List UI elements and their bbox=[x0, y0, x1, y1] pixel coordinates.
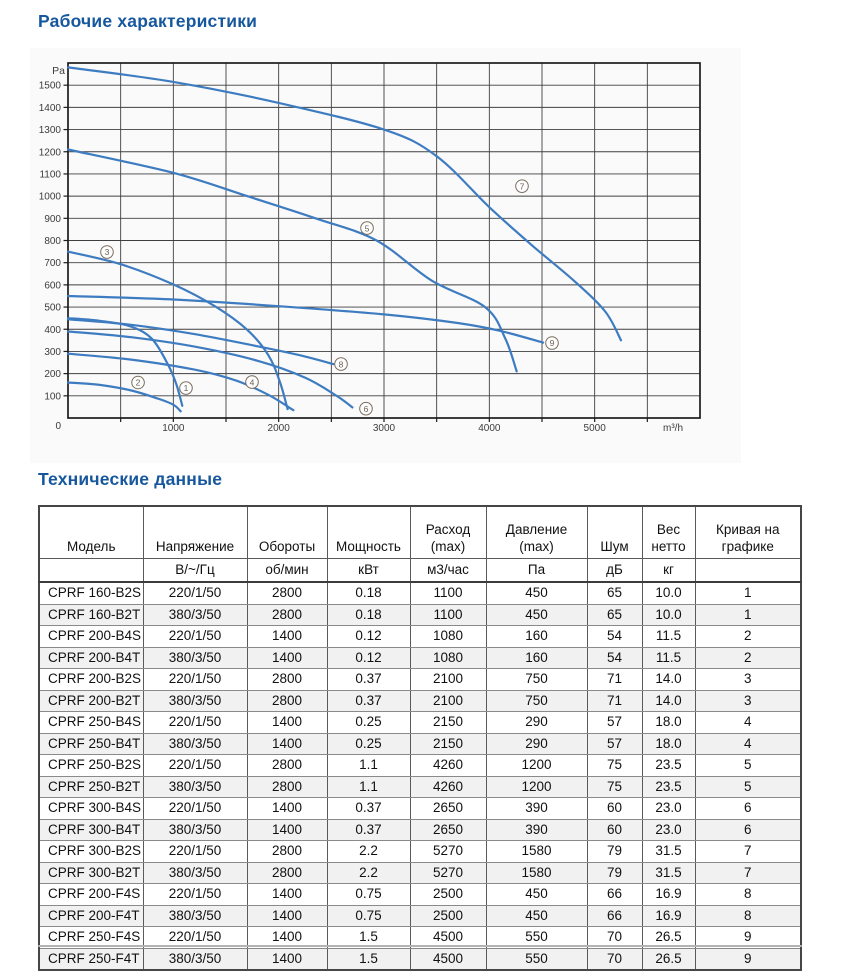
table-cell: 0.25 bbox=[327, 733, 410, 755]
table-cell: 2.2 bbox=[327, 841, 410, 863]
curve-label-number-4: 4 bbox=[249, 377, 255, 388]
table-cell: 31.5 bbox=[642, 841, 695, 863]
column-header-3: Мощность bbox=[327, 506, 410, 559]
table-cell: 2150 bbox=[410, 733, 486, 755]
table-cell: 380/3/50 bbox=[143, 862, 247, 884]
table-cell: 1100 bbox=[410, 604, 486, 626]
table-cell: 2100 bbox=[410, 690, 486, 712]
table-cell: 9 bbox=[695, 927, 801, 949]
column-unit-0 bbox=[39, 559, 143, 583]
table-row bbox=[39, 948, 801, 970]
table-cell: 8 bbox=[695, 905, 801, 927]
table-row bbox=[39, 690, 801, 712]
table-cell: 1400 bbox=[247, 647, 327, 669]
table-cell: 75 bbox=[587, 776, 642, 798]
table-cell: CPRF 300-B2T bbox=[39, 862, 143, 884]
curve-label-number-9: 9 bbox=[549, 338, 555, 349]
table-body bbox=[39, 582, 801, 970]
table-cell: 750 bbox=[486, 690, 587, 712]
table-cell: 16.9 bbox=[642, 884, 695, 906]
table-cell: 4 bbox=[695, 733, 801, 755]
table-cell: 380/3/50 bbox=[143, 819, 247, 841]
table-cell: 2500 bbox=[410, 905, 486, 927]
table-cell: 2800 bbox=[247, 690, 327, 712]
table-cell: 2500 bbox=[410, 884, 486, 906]
column-header-5: Давление (max) bbox=[486, 506, 587, 559]
table-row bbox=[39, 841, 801, 863]
table-cell: 5 bbox=[695, 776, 801, 798]
table-cell: 2800 bbox=[247, 862, 327, 884]
header-units-row bbox=[39, 559, 801, 583]
table-cell: 550 bbox=[486, 948, 587, 970]
table-cell: 0.37 bbox=[327, 798, 410, 820]
curve-label-number-3: 3 bbox=[104, 247, 110, 258]
table-cell: 5270 bbox=[410, 841, 486, 863]
column-header-6: Шум bbox=[587, 506, 642, 559]
table-row bbox=[39, 819, 801, 841]
table-cell: 1400 bbox=[247, 884, 327, 906]
table-row bbox=[39, 884, 801, 906]
table-cell: 60 bbox=[587, 819, 642, 841]
table-cell: 75 bbox=[587, 755, 642, 777]
table-cell: 70 bbox=[587, 948, 642, 970]
bottom-divider bbox=[38, 945, 802, 947]
table-cell: 7 bbox=[695, 841, 801, 863]
table-cell: CPRF 250-F4T bbox=[39, 948, 143, 970]
y-tick-label: 300 bbox=[44, 346, 61, 358]
table-cell: 1400 bbox=[247, 798, 327, 820]
table-cell: 70 bbox=[587, 927, 642, 949]
table-cell: 220/1/50 bbox=[143, 927, 247, 949]
table-cell: 220/1/50 bbox=[143, 626, 247, 648]
table-cell: 380/3/50 bbox=[143, 776, 247, 798]
table-row bbox=[39, 733, 801, 755]
table-row bbox=[39, 776, 801, 798]
table-cell: CPRF 200-F4T bbox=[39, 905, 143, 927]
table-cell: 11.5 bbox=[642, 647, 695, 669]
table-cell: 1400 bbox=[247, 927, 327, 949]
table-cell: 390 bbox=[486, 819, 587, 841]
table-cell: 5270 bbox=[410, 862, 486, 884]
column-unit-7: кг bbox=[642, 559, 695, 583]
table-row bbox=[39, 712, 801, 734]
table-row bbox=[39, 626, 801, 648]
table-cell: 2150 bbox=[410, 712, 486, 734]
table-cell: 2.2 bbox=[327, 862, 410, 884]
table-cell: 0.18 bbox=[327, 582, 410, 604]
column-header-7: Вес нетто bbox=[642, 506, 695, 559]
table-cell: 380/3/50 bbox=[143, 948, 247, 970]
table-cell: 450 bbox=[486, 905, 587, 927]
y-tick-label: 1400 bbox=[38, 102, 61, 114]
column-header-2: Обороты bbox=[247, 506, 327, 559]
table-cell: 18.0 bbox=[642, 712, 695, 734]
table-cell: 23.0 bbox=[642, 819, 695, 841]
table-cell: 1080 bbox=[410, 647, 486, 669]
table-cell: 1100 bbox=[410, 582, 486, 604]
table-cell: CPRF 160-B2T bbox=[39, 604, 143, 626]
column-unit-4: м3/час bbox=[410, 559, 486, 583]
table-cell: CPRF 300-B4S bbox=[39, 798, 143, 820]
table-row bbox=[39, 905, 801, 927]
column-unit-3: кВт bbox=[327, 559, 410, 583]
table-cell: 3 bbox=[695, 669, 801, 691]
table-cell: 4 bbox=[695, 712, 801, 734]
header-title-row bbox=[39, 506, 801, 559]
table-cell: CPRF 200-F4S bbox=[39, 884, 143, 906]
table-cell: 23.0 bbox=[642, 798, 695, 820]
table-cell: 23.5 bbox=[642, 776, 695, 798]
table-cell: 4500 bbox=[410, 948, 486, 970]
curve-label-number-1: 1 bbox=[183, 383, 189, 394]
table-row bbox=[39, 604, 801, 626]
fan-curves-chart bbox=[0, 0, 843, 470]
y-tick-label: 1000 bbox=[38, 191, 61, 203]
table-cell: CPRF 200-B2T bbox=[39, 690, 143, 712]
table-cell: 10.0 bbox=[642, 582, 695, 604]
y-axis-unit: Pa bbox=[52, 65, 65, 77]
table-cell: 2650 bbox=[410, 798, 486, 820]
column-header-4: Расход (max) bbox=[410, 506, 486, 559]
table-cell: 1400 bbox=[247, 712, 327, 734]
table-cell: 220/1/50 bbox=[143, 798, 247, 820]
table-row bbox=[39, 755, 801, 777]
curve-label-number-2: 2 bbox=[135, 377, 141, 388]
table-cell: 66 bbox=[587, 905, 642, 927]
table-cell: 0.37 bbox=[327, 669, 410, 691]
table-cell: CPRF 200-B2S bbox=[39, 669, 143, 691]
curve-label-number-5: 5 bbox=[364, 223, 370, 234]
table-row bbox=[39, 647, 801, 669]
table-cell: 65 bbox=[587, 582, 642, 604]
table-cell: 380/3/50 bbox=[143, 690, 247, 712]
y-tick-label: 200 bbox=[44, 369, 61, 381]
x-tick-label: 3000 bbox=[372, 423, 396, 434]
table-cell: 57 bbox=[587, 733, 642, 755]
table-cell: CPRF 250-B2T bbox=[39, 776, 143, 798]
x-tick-label: 4000 bbox=[478, 423, 501, 434]
table-cell: 2800 bbox=[247, 776, 327, 798]
y-tick-label: 600 bbox=[44, 280, 61, 292]
table-cell: 23.5 bbox=[642, 755, 695, 777]
table-cell: 14.0 bbox=[642, 669, 695, 691]
table-cell: 1580 bbox=[486, 841, 587, 863]
table-cell: 0.12 bbox=[327, 647, 410, 669]
table-cell: 1 bbox=[695, 604, 801, 626]
table-cell: 160 bbox=[486, 626, 587, 648]
table-cell: 0.37 bbox=[327, 819, 410, 841]
table-cell: 4260 bbox=[410, 776, 486, 798]
table-cell: 380/3/50 bbox=[143, 733, 247, 755]
column-unit-2: об/мин bbox=[247, 559, 327, 583]
table-cell: 8 bbox=[695, 884, 801, 906]
table-cell: 57 bbox=[587, 712, 642, 734]
table-cell: 290 bbox=[486, 712, 587, 734]
x-axis-unit: m³/h bbox=[663, 423, 683, 434]
column-unit-8 bbox=[695, 559, 801, 583]
table-cell: 0.37 bbox=[327, 690, 410, 712]
table-cell: 4260 bbox=[410, 755, 486, 777]
technical-section-title: Технические данные bbox=[38, 469, 223, 489]
table-cell: 3 bbox=[695, 690, 801, 712]
table-cell: 7 bbox=[695, 862, 801, 884]
table-cell: 18.0 bbox=[642, 733, 695, 755]
table-cell: 1.5 bbox=[327, 927, 410, 949]
table-cell: 0.25 bbox=[327, 712, 410, 734]
y-tick-label: 800 bbox=[44, 236, 61, 247]
table-cell: CPRF 250-B4S bbox=[39, 712, 143, 734]
table-cell: 220/1/50 bbox=[143, 712, 247, 734]
table-cell: 71 bbox=[587, 669, 642, 691]
curve-label-number-7: 7 bbox=[519, 181, 525, 192]
table-cell: 750 bbox=[486, 669, 587, 691]
table-cell: 1400 bbox=[247, 626, 327, 648]
table-cell: 26.5 bbox=[642, 948, 695, 970]
table-cell: 2800 bbox=[247, 755, 327, 777]
table-cell: 1.5 bbox=[327, 948, 410, 970]
table-cell: 1 bbox=[695, 582, 801, 604]
y-tick-label: 700 bbox=[44, 258, 61, 270]
x-tick-label: 2000 bbox=[267, 423, 290, 434]
table-row bbox=[39, 862, 801, 884]
table-cell: 1200 bbox=[486, 776, 587, 798]
table-cell: 0.12 bbox=[327, 626, 410, 648]
y-tick-label: 1100 bbox=[39, 169, 61, 181]
table-cell: 1400 bbox=[247, 948, 327, 970]
table-cell: 160 bbox=[486, 647, 587, 669]
table-cell: 450 bbox=[486, 582, 587, 604]
table-cell: CPRF 200-B4S bbox=[39, 626, 143, 648]
table-cell: CPRF 200-B4T bbox=[39, 647, 143, 669]
y-tick-label: 0 bbox=[55, 421, 61, 432]
table-cell: 31.5 bbox=[642, 862, 695, 884]
table-cell: 380/3/50 bbox=[143, 604, 247, 626]
table-cell: 1.1 bbox=[327, 776, 410, 798]
curve-label-number-6: 6 bbox=[363, 403, 369, 414]
y-tick-label: 1200 bbox=[38, 147, 61, 159]
table-cell: 11.5 bbox=[642, 626, 695, 648]
table-cell: 290 bbox=[486, 733, 587, 755]
table-cell: 1.1 bbox=[327, 755, 410, 777]
y-tick-label: 400 bbox=[44, 324, 61, 336]
curve-label-number-8: 8 bbox=[338, 359, 344, 370]
table-cell: 16.9 bbox=[642, 905, 695, 927]
y-tick-label: 1500 bbox=[38, 80, 61, 92]
column-header-8: Кривая на графике bbox=[695, 506, 801, 559]
table-cell: 450 bbox=[486, 604, 587, 626]
y-tick-label: 1300 bbox=[38, 125, 61, 137]
table-cell: 390 bbox=[486, 798, 587, 820]
table-cell: 1400 bbox=[247, 905, 327, 927]
table-cell: 60 bbox=[587, 798, 642, 820]
y-tick-label: 900 bbox=[44, 213, 61, 225]
table-cell: CPRF 250-B2S bbox=[39, 755, 143, 777]
table-cell: 450 bbox=[486, 884, 587, 906]
column-header-1: Напряжение bbox=[143, 506, 247, 559]
table-cell: CPRF 250-F4S bbox=[39, 927, 143, 949]
table-cell: 9 bbox=[695, 948, 801, 970]
column-unit-5: Па bbox=[486, 559, 587, 583]
x-tick-label: 1000 bbox=[162, 423, 185, 434]
table-cell: 2100 bbox=[410, 669, 486, 691]
table-cell: 65 bbox=[587, 604, 642, 626]
table-row bbox=[39, 582, 801, 604]
table-cell: 54 bbox=[587, 626, 642, 648]
table-cell: 550 bbox=[486, 927, 587, 949]
table-cell: 380/3/50 bbox=[143, 647, 247, 669]
curve-9 bbox=[68, 296, 543, 343]
table-cell: 2650 bbox=[410, 819, 486, 841]
table-row bbox=[39, 669, 801, 691]
table-cell: 2800 bbox=[247, 669, 327, 691]
table-cell: 6 bbox=[695, 819, 801, 841]
table-cell: CPRF 250-B4T bbox=[39, 733, 143, 755]
table-header bbox=[39, 506, 801, 582]
table-cell: 2800 bbox=[247, 841, 327, 863]
performance-chart bbox=[0, 0, 843, 470]
table-cell: CPRF 300-B2S bbox=[39, 841, 143, 863]
table-cell: 79 bbox=[587, 841, 642, 863]
table-cell: 220/1/50 bbox=[143, 884, 247, 906]
performance-section-title: Рабочие характеристики bbox=[38, 11, 258, 31]
curve-1 bbox=[68, 318, 182, 406]
table-cell: 2800 bbox=[247, 604, 327, 626]
column-unit-6: дБ bbox=[587, 559, 642, 583]
table-cell: 5 bbox=[695, 755, 801, 777]
table-cell: 1580 bbox=[486, 862, 587, 884]
table-cell: 14.0 bbox=[642, 690, 695, 712]
table-cell: 54 bbox=[587, 647, 642, 669]
column-header-0: Модель bbox=[39, 506, 143, 559]
table-cell: 1400 bbox=[247, 733, 327, 755]
table-cell: 2800 bbox=[247, 582, 327, 604]
technical-data-table bbox=[38, 505, 802, 971]
table-cell: 220/1/50 bbox=[143, 582, 247, 604]
table-cell: 220/1/50 bbox=[143, 841, 247, 863]
table-cell: 380/3/50 bbox=[143, 905, 247, 927]
table-cell: 220/1/50 bbox=[143, 755, 247, 777]
table-cell: 220/1/50 bbox=[143, 669, 247, 691]
y-tick-label: 100 bbox=[44, 391, 61, 403]
table-cell: 4500 bbox=[410, 927, 486, 949]
table-cell: 2 bbox=[695, 626, 801, 648]
table-cell: 1400 bbox=[247, 819, 327, 841]
table-cell: CPRF 300-B4T bbox=[39, 819, 143, 841]
table-cell: 26.5 bbox=[642, 927, 695, 949]
table-cell: 79 bbox=[587, 862, 642, 884]
table-cell: 6 bbox=[695, 798, 801, 820]
table-cell: 2 bbox=[695, 647, 801, 669]
table-cell: CPRF 160-B2S bbox=[39, 582, 143, 604]
table-cell: 71 bbox=[587, 690, 642, 712]
x-tick-label: 5000 bbox=[583, 423, 606, 434]
column-unit-1: В/~/Гц bbox=[143, 559, 247, 583]
table-cell: 10.0 bbox=[642, 604, 695, 626]
table-cell: 0.75 bbox=[327, 905, 410, 927]
table-cell: 1200 bbox=[486, 755, 587, 777]
y-tick-label: 500 bbox=[44, 302, 61, 314]
curve-2 bbox=[68, 383, 181, 412]
table-row bbox=[39, 798, 801, 820]
table-cell: 0.18 bbox=[327, 604, 410, 626]
table-cell: 66 bbox=[587, 884, 642, 906]
table-cell: 1080 bbox=[410, 626, 486, 648]
table-cell: 0.75 bbox=[327, 884, 410, 906]
